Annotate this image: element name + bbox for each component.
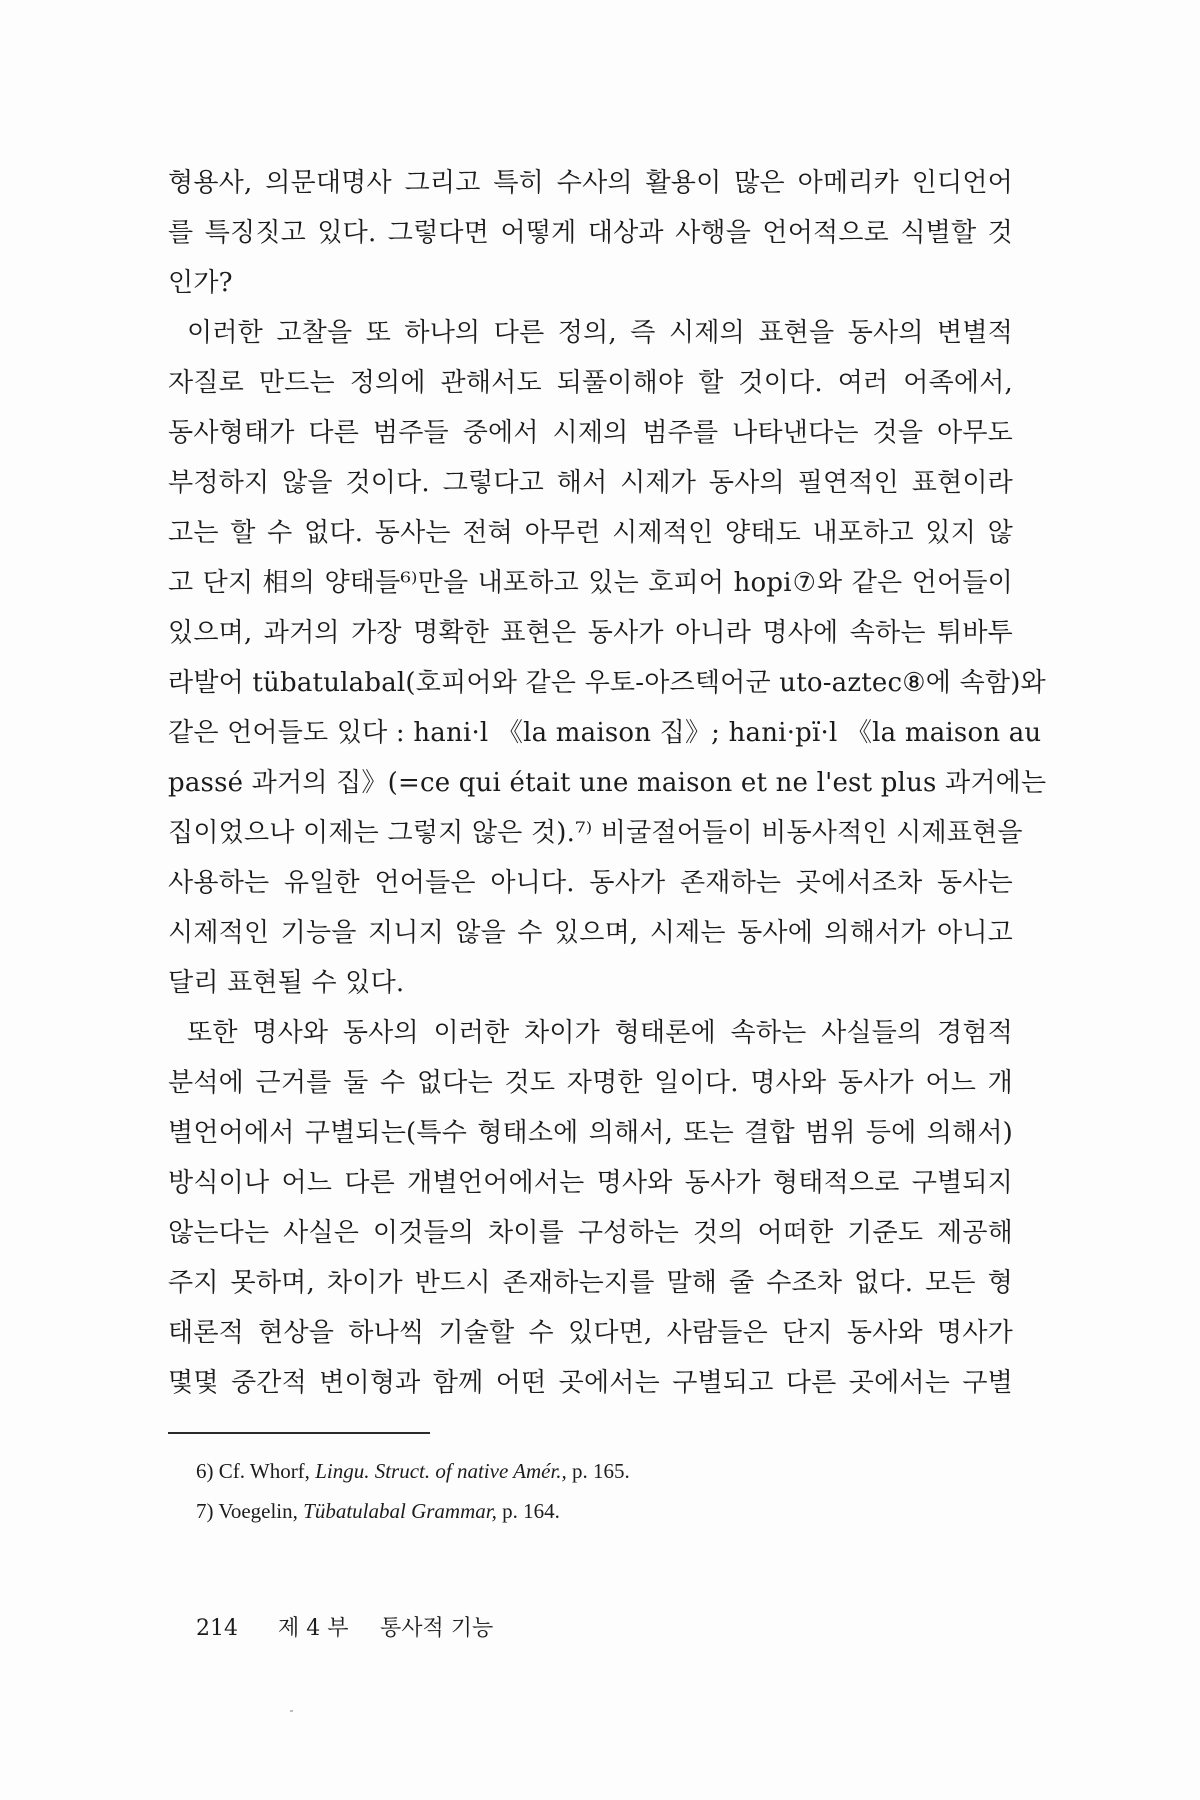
page-number: 214: [196, 1616, 238, 1641]
body-line: 동사형태가 다른 범주들 중에서 시제의 범주를 나타낸다는 것을 아무도: [168, 418, 1013, 448]
body-line: 않는다는 사실은 이것들의 차이를 구성하는 것의 어떠한 기준도 제공해: [168, 1218, 1013, 1248]
part-label: 제 4 부: [278, 1616, 349, 1641]
body-line: passé 과거의 집》(=ce qui était une maison et ne l'est plus 과거에는: [168, 768, 1047, 798]
scan-speck: [290, 1710, 293, 1712]
body-line: 집이었으나 이제는 그렇지 않은 것).⁷⁾ 비굴절어들이 비동사적인 시제표현을: [168, 818, 1023, 848]
body-line: 인가?: [168, 268, 233, 298]
body-line: 라발어 tübatulabal(호피어와 같은 우토-아즈텍어군 uto-aztec⑧에 속함)와: [168, 668, 1046, 698]
footnote-prefix: Cf. Whorf,: [218, 1459, 310, 1483]
body-line: 또한 명사와 동사의 이러한 차이가 형태론에 속하는 사실들의 경험적: [187, 1018, 1013, 1048]
body-line: 형용사, 의문대명사 그리고 특히 수사의 활용이 많은 아메리카 인디언어: [168, 168, 1013, 198]
body-line: 몇몇 중간적 변이형과 함께 어떤 곳에서는 구별되고 다른 곳에서는 구별: [168, 1368, 1013, 1398]
body-line: 를 특징짓고 있다. 그렇다면 어떻게 대상과 사행을 언어적으로 식별할 것: [168, 218, 1013, 248]
footnote-6: [196, 1456, 630, 1486]
footnote-separator: [168, 1432, 430, 1434]
footnote-7: [196, 1496, 560, 1526]
footnote-suffix: p. 165.: [572, 1459, 630, 1483]
body-line: 있으며, 과거의 가장 명확한 표현은 동사가 아니라 명사에 속하는 튀바투: [168, 618, 1013, 648]
body-line: 달리 표현될 수 있다.: [168, 968, 405, 998]
body-line: 고 단지 相의 양태들⁶⁾만을 내포하고 있는 호피어 hopi⑦와 같은 언어들이: [168, 568, 1013, 598]
body-line: 시제적인 기능을 지니지 않을 수 있으며, 시제는 동사에 의해서가 아니고: [168, 918, 1013, 948]
body-line: 분석에 근거를 둘 수 없다는 것도 자명한 일이다. 명사와 동사가 어느 개: [168, 1068, 1013, 1098]
footnote-title: Lingu. Struct. of native Amér.,: [315, 1459, 567, 1483]
body-line: 부정하지 않을 것이다. 그렇다고 해서 시제가 동사의 필연적인 표현이라: [168, 468, 1013, 498]
body-line: 사용하는 유일한 언어들은 아니다. 동사가 존재하는 곳에서조차 동사는: [168, 868, 1013, 898]
body-line: 주지 못하며, 차이가 반드시 존재하는지를 말해 줄 수조차 없다. 모든 형: [168, 1268, 1013, 1298]
footnote-suffix: p. 164.: [502, 1499, 560, 1523]
footnote-title: Tübatulabal Grammar,: [303, 1499, 497, 1523]
body-line: 이러한 고찰을 또 하나의 다른 정의, 즉 시제의 표현을 동사의 변별적: [187, 318, 1013, 348]
footnote-number: 7): [196, 1499, 214, 1523]
body-line: 고는 할 수 없다. 동사는 전혀 아무런 시제적인 양태도 내포하고 있지 않: [168, 518, 1013, 548]
chapter-title: 통사적 기능: [380, 1616, 494, 1641]
body-line: 태론적 현상을 하나씩 기술할 수 있다면, 사람들은 단지 동사와 명사가: [168, 1318, 1013, 1348]
body-line: 같은 언어들도 있다 : hani·l 《la maison 집》; hani·pï·l 《la maison au: [168, 718, 1042, 748]
footnote-number: 6): [196, 1459, 214, 1483]
body-line: 자질로 만드는 정의에 관해서도 되풀이해야 할 것이다. 여러 어족에서,: [168, 368, 1013, 398]
body-line: 방식이나 어느 다른 개별언어에서는 명사와 동사가 형태적으로 구별되지: [168, 1168, 1013, 1198]
body-line: 별언어에서 구별되는(특수 형태소에 의해서, 또는 결합 범위 등에 의해서): [168, 1118, 1013, 1148]
footnote-prefix: Voegelin,: [218, 1499, 298, 1523]
